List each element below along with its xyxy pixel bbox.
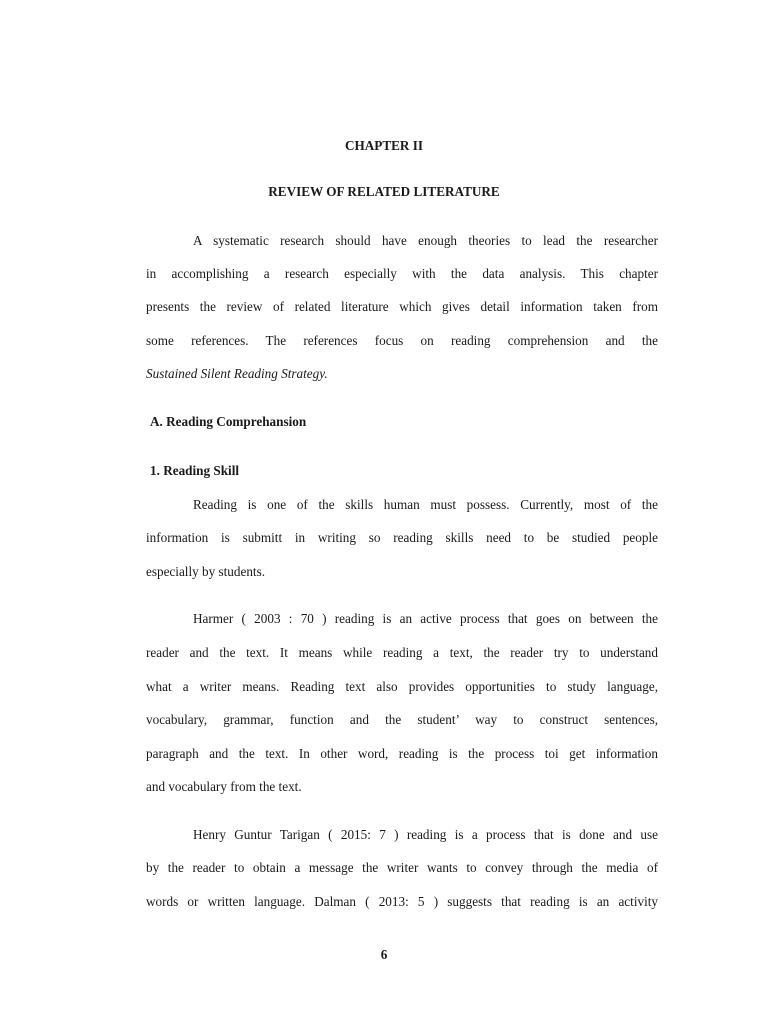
intro-last-line: Sustained Silent Reading Strategy. [146,366,328,381]
paragraph-line: words or written language. Dalman ( 2013: 5 ) suggests that reading is an activity [146,894,658,909]
paragraph-line: Harmer ( 2003 : 70 ) reading is an active process that goes on between the [193,611,658,626]
paragraph-line: vocabulary, grammar, function and the student’ way to construct sentences, [146,712,658,727]
paragraph-line: especially by students. [146,564,266,579]
paragraph-line: information is submitt in writing so reading skills need to be studied people [146,530,658,545]
intro-line: A systematic research should have enough theories to lead the researcher [193,233,658,248]
intro-line: presents the review of related literature which gives detail information taken from [146,299,658,314]
paragraph-line: Henry Guntur Tarigan ( 2015: 7 ) reading is a process that is done and use [193,827,658,842]
chapter-heading: CHAPTER II [344,138,424,153]
paragraph-line: Reading is one of the skills human must possess. Currently, most of the [193,497,658,512]
chapter-title: REVIEW OF RELATED LITERATURE [268,184,500,199]
paragraph-line: what a writer means. Reading text also provides opportunities to study language, [146,679,658,694]
paragraph-line: and vocabulary from the text. [146,779,302,794]
intro-line: in accomplishing a research especially with the data analysis. This chapter [146,266,658,281]
page-number: 6 [380,947,388,962]
subsection-heading-1: 1. Reading Skill [150,463,240,478]
section-heading-a: A. Reading Comprehansion [150,414,307,429]
paragraph-line: reader and the text. It means while reading a text, the reader try to understand [146,645,658,660]
paragraph-line: by the reader to obtain a message the writer wants to convey through the media of [146,860,658,875]
intro-line: some references. The references focus on reading comprehension and the [146,333,658,348]
paragraph-line: paragraph and the text. In other word, reading is the process toi get information [146,746,658,761]
